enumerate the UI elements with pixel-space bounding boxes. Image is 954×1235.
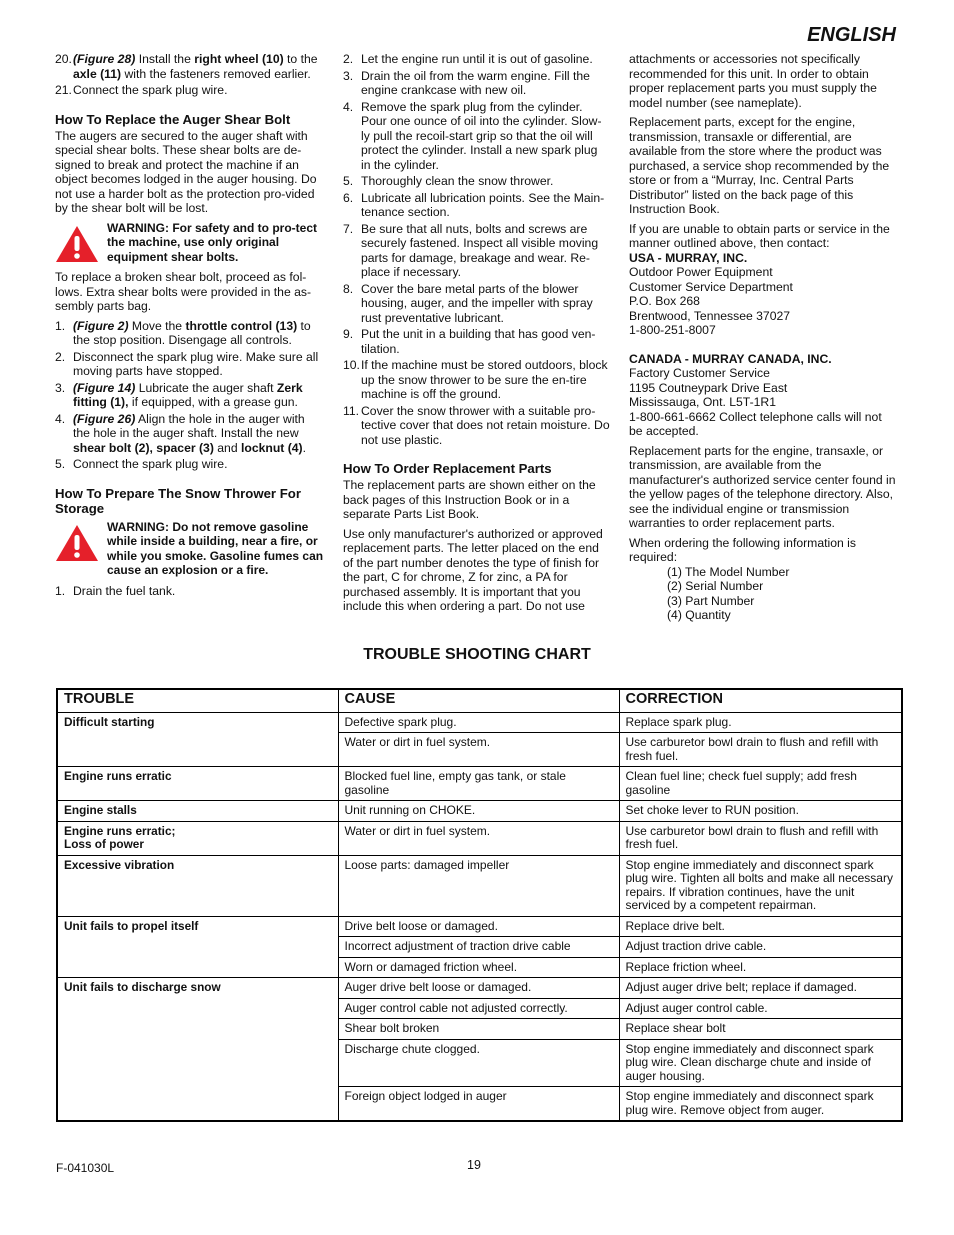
cause-cell: Worn or damaged friction wheel. bbox=[338, 957, 619, 978]
list-item: 21. Connect the spark plug wire. bbox=[55, 83, 228, 97]
order-parts-para-4: Replacement parts, except for the engine, transmission, transaxle or differential, are available from the store where the product was purchased, a service shop recommended by the store or from a “Murray, Inc. Central Parts Distributor” listed on the back page of this Instruction Book. bbox=[629, 115, 890, 216]
correction-cell: Replace shear bolt bbox=[619, 1019, 902, 1040]
install-steps-list bbox=[55, 52, 325, 98]
list-item: 3. (Figure 14) Lubricate the auger shaft Zerk fitting (1), if equipped, with a grease gun. bbox=[55, 380, 303, 409]
contact-intro: If you are unable to obtain parts or service in the manner outlined above, then contact: bbox=[629, 221, 890, 250]
trouble-cell: Engine stalls bbox=[57, 801, 338, 822]
cause-cell: Auger control cable not adjusted correctly. bbox=[338, 998, 619, 1019]
table-row bbox=[57, 801, 902, 822]
list-item: 2. Let the engine run until it is out of gasoline. bbox=[343, 52, 593, 66]
list-item: 20. (Figure 28) Install the right wheel (10) to the axle (11) with the fasteners removed earlier. bbox=[55, 52, 318, 81]
list-item: 11. Cover the snow thrower with a suitable pro-tective cover that does not retain moisture. Do not use plastic. bbox=[343, 403, 610, 447]
text-line: Customer Service Department bbox=[629, 279, 793, 294]
list-item: 5. Connect the spark plug wire. bbox=[55, 457, 228, 471]
engine-parts-para: Replacement parts for the engine, transaxle, or transmission, are available from the manufacturer's authorized service center found in the yellow pages of the telephone directory. Also, see the individual engine or transmission warranties to order replacement parts. bbox=[629, 443, 896, 530]
list-item-number: 21. bbox=[55, 83, 72, 97]
list-item-number: 4. bbox=[55, 411, 66, 426]
document-code: F-041030L bbox=[56, 1161, 115, 1175]
storage-heading: How To Prepare The Snow Thrower For Storage bbox=[55, 485, 301, 516]
list-item: 3. Drain the oil from the warm engine. Fill the engine crankcase with new oil. bbox=[343, 68, 590, 97]
column-2 bbox=[343, 52, 610, 619]
table-header-row bbox=[57, 689, 902, 712]
list-item: 4. (Figure 26) Align the hole in the auger with the hole in the auger shaft. Install the new shear bolt (2), spacer (3) and locknut (4). bbox=[55, 411, 307, 455]
list-item-number: 3. bbox=[55, 380, 66, 395]
column-1 bbox=[55, 52, 325, 603]
correction-cell: Use carburetor bowl drain to flush and refill with fresh fuel. bbox=[619, 821, 902, 855]
shear-bolt-steps-list bbox=[55, 319, 325, 472]
correction-cell: Adjust auger drive belt; replace if damaged. bbox=[619, 978, 902, 999]
cause-cell: Drive belt loose or damaged. bbox=[338, 916, 619, 937]
cause-cell: Water or dirt in fuel system. bbox=[338, 821, 619, 855]
usa-contact-heading: USA - MURRAY, INC. bbox=[629, 250, 748, 265]
ordering-info-intro: When ordering the following information is required: bbox=[629, 535, 856, 564]
storage-steps-list bbox=[343, 52, 610, 447]
list-item-number: 2. bbox=[55, 349, 66, 364]
list-item: 7. Be sure that all nuts, bolts and screws are securely fastened. Inspect all visible moving parts for damage, breakage and wear. Re-place if necessary. bbox=[343, 221, 599, 279]
order-parts-para-1: The replacement parts are shown either on the back pages of this Instruction Book or in a separate Parts List Book. bbox=[343, 478, 596, 521]
language-heading: ENGLISH bbox=[807, 24, 896, 46]
shear-bolt-heading: How To Replace the Auger Shear Bolt bbox=[55, 111, 291, 127]
list-item: 6. Lubricate all lubrication points. See the Main-tenance section. bbox=[343, 190, 605, 219]
correction-cell: Adjust traction drive cable. bbox=[619, 937, 902, 958]
correction-cell: Replace spark plug. bbox=[619, 712, 902, 733]
list-item-number: 1. bbox=[55, 583, 66, 598]
shear-bolt-warning bbox=[55, 221, 325, 265]
trouble-cell: Excessive vibration bbox=[57, 855, 338, 916]
cause-cell: Loose parts: damaged impeller bbox=[338, 855, 619, 916]
header-trouble: TROUBLE bbox=[57, 689, 338, 712]
text-line: (1) The Model Number bbox=[667, 564, 790, 579]
correction-cell: Adjust auger control cable. bbox=[619, 998, 902, 1019]
table-row bbox=[57, 712, 902, 733]
text-line: P.O. Box 268 bbox=[629, 294, 700, 308]
list-item-number: 20. bbox=[55, 52, 72, 66]
table-row bbox=[57, 978, 902, 999]
shear-bolt-intro: The augers are secured to the auger shaft with special shear bolts. These shear bolts are de-signed to break and protect the machine if an object becomes lodged in the auger housing. Do not use a harder bolt as the protection pro-vided by the shear bolt will be lost. bbox=[55, 128, 317, 215]
header-correction: CORRECTION bbox=[619, 689, 902, 712]
replace-shear-bolt-intro: To replace a broken shear bolt, proceed as fol-lows. Extra shear bolts were provided in the as-sembly parts bag. bbox=[55, 270, 312, 313]
list-item-number: 5. bbox=[55, 457, 66, 471]
canada-contact-lines bbox=[629, 366, 897, 439]
order-parts-para-2: Use only manufacturer's authorized or approved replacement parts. The letter placed on the end of the part number denotes the type of finish for the part, C for chrome, Z for zinc, a PA for purchased assembly. It is important that you include this when ordering a part. Do not use bbox=[343, 526, 603, 613]
canada-contact bbox=[629, 352, 897, 439]
correction-cell: Stop engine immediately and disconnect spark plug wire. Remove object from auger. bbox=[619, 1087, 902, 1122]
page-number: 19 bbox=[467, 1158, 481, 1172]
list-item: 1. Drain the fuel tank. bbox=[55, 583, 176, 598]
table-row bbox=[57, 767, 902, 801]
list-item-number: 1. bbox=[55, 318, 66, 333]
correction-cell: Use carburetor bowl drain to flush and refill with fresh fuel. bbox=[619, 733, 902, 767]
cause-cell: Water or dirt in fuel system. bbox=[338, 733, 619, 767]
order-parts-heading: How To Order Replacement Parts bbox=[343, 461, 552, 476]
text-line: Factory Customer Service bbox=[629, 366, 770, 380]
list-item: 5. Thoroughly clean the snow thrower. bbox=[343, 174, 554, 188]
header-cause: CAUSE bbox=[338, 689, 619, 712]
trouble-cell: Unit fails to propel itself bbox=[57, 916, 338, 978]
list-item-number: 11. bbox=[343, 403, 360, 418]
text-line: 1-800-251-8007 bbox=[629, 323, 716, 337]
gasoline-warning-text: WARNING: Do not remove gasoline while inside a building, near a fire, or while you smoke. Gasoline fumes can cause an explosion or a fire. bbox=[107, 519, 324, 577]
text-line: Outdoor Power Equipment bbox=[629, 265, 773, 279]
text-line: 1195 Coutneypark Drive East bbox=[629, 380, 788, 395]
list-item: 9. Put the unit in a building that has good ven-tilation. bbox=[343, 327, 596, 356]
list-item-number: 2. bbox=[343, 52, 354, 66]
table-row bbox=[57, 821, 902, 855]
cause-cell: Discharge chute clogged. bbox=[338, 1039, 619, 1087]
list-item: 8. Cover the bare metal parts of the blower housing, auger, and the impeller with spray rust preventative lubricant. bbox=[343, 281, 593, 325]
cause-cell: Unit running on CHOKE. bbox=[338, 801, 619, 822]
text-line: (4) Quantity bbox=[667, 608, 731, 622]
cause-cell: Incorrect adjustment of traction drive cable bbox=[338, 937, 619, 958]
list-item-number: 7. bbox=[343, 221, 354, 236]
list-item-number: 10. bbox=[343, 358, 360, 372]
list-item-number: 8. bbox=[343, 281, 354, 296]
usa-contact-lines bbox=[629, 265, 897, 338]
cause-cell: Blocked fuel line, empty gas tank, or stale gasoline bbox=[338, 767, 619, 801]
trouble-cell: Unit fails to discharge snow bbox=[57, 978, 338, 1122]
correction-cell: Replace drive belt. bbox=[619, 916, 902, 937]
list-item: 2. Disconnect the spark plug wire. Make sure all moving parts have stopped. bbox=[55, 349, 319, 378]
trouble-shooting-table bbox=[56, 688, 903, 1122]
order-parts-para-3: attachments or accessories not specifically recommended for this unit. In order to obtain proper replacement parts you must supply the model number (see nameplate). bbox=[629, 52, 877, 110]
list-item-number: 4. bbox=[343, 99, 354, 114]
required-info-list bbox=[629, 565, 897, 623]
cause-cell: Foreign object lodged in auger bbox=[338, 1087, 619, 1122]
list-item-number: 9. bbox=[343, 327, 354, 341]
table-body bbox=[57, 712, 902, 1121]
list-item-number: 6. bbox=[343, 190, 354, 205]
list-item: 1. (Figure 2) Move the throttle control (13) to the stop position. Disengage all controls. bbox=[55, 318, 311, 347]
cause-cell: Auger drive belt loose or damaged. bbox=[338, 978, 619, 999]
trouble-cell: Engine runs erratic; Loss of power bbox=[57, 821, 338, 855]
trouble-cell: Engine runs erratic bbox=[57, 767, 338, 801]
usa-contact bbox=[629, 251, 897, 338]
table-row bbox=[57, 855, 902, 916]
shear-bolt-warning-text: WARNING: For safety and to pro-tect the machine, use only original equipment shear bolts. bbox=[107, 220, 318, 264]
correction-cell: Replace friction wheel. bbox=[619, 957, 902, 978]
text-line: Brentwood, Tennessee 37027 bbox=[629, 308, 791, 323]
list-item-number: 5. bbox=[343, 174, 354, 188]
text-line: 1-800-661-6662 Collect telephone calls will not be accepted. bbox=[629, 409, 882, 438]
cause-cell: Defective spark plug. bbox=[338, 712, 619, 733]
list-item: 4. Remove the spark plug from the cylinder. Pour one ounce of oil into the cylinder. Slow-ly pull the recoil-start grip so that the oil will protect the cylinder. Install a new spark plug in the cylinder. bbox=[343, 99, 602, 172]
warning-exclamation-icon bbox=[55, 225, 99, 263]
trouble-shooting-chart-title: TROUBLE SHOOTING CHART bbox=[363, 646, 591, 663]
trouble-cell: Difficult starting bbox=[57, 712, 338, 767]
correction-cell: Clean fuel line; check fuel supply; add fresh gasoline bbox=[619, 767, 902, 801]
list-item: 10. If the machine must be stored outdoors, block up the snow thrower to be sure the en-tire machine is off the ground. bbox=[343, 358, 608, 401]
gasoline-warning bbox=[55, 520, 325, 578]
text-line: (3) Part Number bbox=[667, 593, 755, 608]
correction-cell: Set choke lever to RUN position. bbox=[619, 801, 902, 822]
column-3 bbox=[629, 52, 897, 623]
text-line: (2) Serial Number bbox=[667, 579, 764, 593]
list-item-number: 3. bbox=[343, 68, 354, 83]
text-line: Mississauga, Ont. L5T-1R1 bbox=[629, 395, 776, 409]
storage-steps-list-start bbox=[55, 584, 325, 599]
warning-exclamation-icon bbox=[55, 524, 99, 562]
canada-contact-heading: CANADA - MURRAY CANADA, INC. bbox=[629, 351, 832, 366]
correction-cell: Stop engine immediately and disconnect spark plug wire. Tighten all bolts and make all necessary repairs. If vibration continues, have the unit serviced by a competent repairman. bbox=[619, 855, 902, 916]
correction-cell: Stop engine immediately and disconnect spark plug wire. Clean discharge chute and inside of auger housing. bbox=[619, 1039, 902, 1087]
table-row bbox=[57, 916, 902, 937]
cause-cell: Shear bolt broken bbox=[338, 1019, 619, 1040]
